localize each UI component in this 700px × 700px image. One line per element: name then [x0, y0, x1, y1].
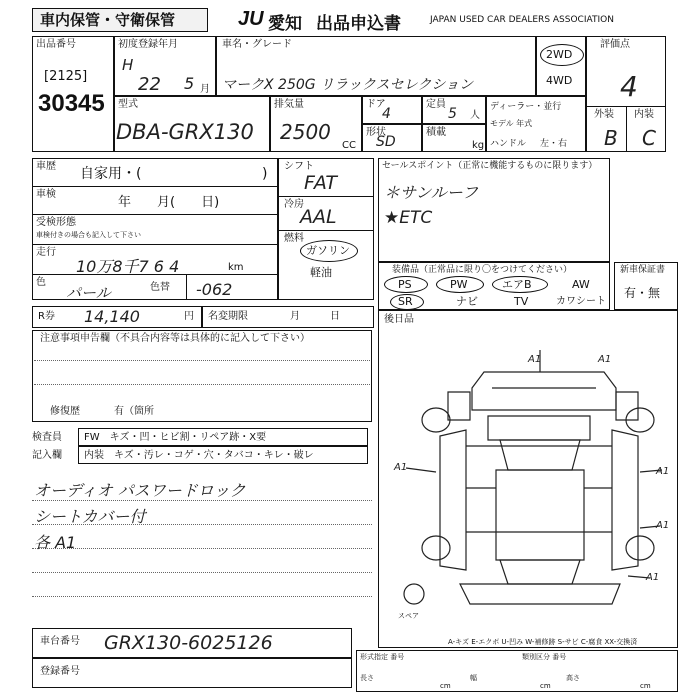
- fuel-gasoline: ガソリン: [306, 244, 350, 257]
- cc-unit: CC: [342, 140, 356, 151]
- lot-sub: [2125]: [44, 69, 88, 84]
- equip-ac: エアB: [502, 278, 532, 291]
- reg-no-label: 登録番号: [40, 666, 80, 677]
- selling-point-2: ★ETC: [384, 208, 433, 228]
- remark-1: オーディオ パスワードロック: [34, 481, 246, 500]
- equipment-label: 装備品（正常品に限り〇をつけてください）: [392, 265, 573, 275]
- mileage-unit: km: [228, 262, 244, 273]
- car-name-label: 車名・グレード: [222, 39, 292, 50]
- width-unit: cm: [540, 682, 551, 690]
- load-unit: kg: [472, 140, 485, 151]
- height-label: 高さ: [566, 674, 580, 682]
- inspection-value: 年 月( 日): [118, 195, 220, 210]
- repair-label: 修復歴: [50, 406, 80, 417]
- exterior-label: 外装: [594, 109, 614, 120]
- damage-a1-4: A1: [656, 466, 670, 477]
- type-number-label: 形式指定 番号: [360, 653, 405, 661]
- equip-navi: ナビ: [456, 295, 478, 308]
- history-divider-2: [32, 214, 278, 215]
- notes-label: 注意事項申告欄（不具合内容等は具体的に記入して下さい）: [40, 333, 310, 344]
- damage-a1-2: A1: [598, 354, 612, 365]
- reg-year-label: 初度登録年月: [118, 39, 178, 50]
- history-divider-3: [32, 244, 278, 245]
- notes-rule-2: [34, 384, 370, 385]
- score-vdivider: [626, 106, 627, 152]
- drive-4wd: 4WD: [546, 74, 573, 87]
- damage-a1-5: A1: [656, 520, 670, 531]
- shift-value: FAT: [304, 172, 338, 194]
- history-block: [32, 158, 278, 300]
- color-code-value: -062: [196, 280, 233, 299]
- fuel-label: 燃料: [284, 233, 304, 244]
- recycle-label: R券: [38, 311, 55, 322]
- interior-score: C: [642, 126, 656, 150]
- equip-tv: TV: [514, 295, 529, 308]
- reg-year: 22: [138, 74, 161, 95]
- ac-value: AAL: [300, 206, 337, 228]
- mileage-value: 10万8千7 6 4: [76, 257, 180, 276]
- history-close: ): [262, 166, 268, 182]
- ac-label: 冷房: [284, 199, 304, 210]
- model-value: DBA-GRX130: [116, 120, 254, 144]
- spare-label: スペア: [398, 612, 419, 620]
- name-change-label: 名変期限: [208, 311, 248, 322]
- header-left-title: 車内保管・守衛保管: [40, 11, 176, 29]
- cc-value: 2500: [280, 120, 331, 144]
- remark-rule-4: [32, 572, 372, 573]
- color-value: パール: [66, 284, 111, 302]
- chassis-label: 車台番号: [40, 636, 80, 647]
- selling-points-label: セールスポイント（正常に機能するものに限ります）: [382, 161, 598, 171]
- dealer-label: ディーラー・並行: [490, 102, 562, 112]
- brand-name: 愛知: [268, 14, 302, 33]
- model-label: 型式: [118, 99, 138, 110]
- car-name-value: マークX 250G リラックスセレクション: [222, 77, 474, 93]
- notes-rule-1: [34, 360, 370, 361]
- door-value: 4: [382, 106, 391, 122]
- equip-aw: AW: [572, 278, 590, 291]
- era: H: [122, 56, 134, 74]
- interior-label: 内装: [634, 109, 654, 120]
- history-label: 車歴: [36, 161, 56, 172]
- repair-value: 有（箇所: [114, 406, 154, 417]
- remark-3: 各 A1: [34, 533, 77, 552]
- history-value: 自家用・(: [80, 166, 142, 182]
- equip-seat: カワシート: [556, 296, 606, 307]
- fw-row: FW キズ・凹・ヒビ割・リペア跡・X要: [84, 432, 267, 443]
- receive-label: 受検形態: [36, 217, 76, 228]
- equip-pw: PW: [450, 278, 468, 291]
- equip-sr: SR: [398, 295, 413, 308]
- category-label: 類別区分 番号: [522, 653, 567, 661]
- capacity-unit: 人: [470, 110, 480, 121]
- color-label: 色: [36, 277, 46, 288]
- remark-2: シートカバー付: [34, 507, 146, 526]
- color-code-label: 色替: [150, 282, 170, 293]
- door-label: ドア: [366, 99, 386, 110]
- damage-a1-1: A1: [528, 354, 542, 365]
- damage-legend: A-キズ E-エクボ U-凹み W-補修跡 S-サビ C-腐食 XX-交換済: [448, 638, 638, 646]
- name-change-value: 月 日: [290, 311, 340, 322]
- drive-2wd: 2WD: [546, 48, 573, 61]
- length-unit: cm: [440, 682, 451, 690]
- lot-number: 30345: [38, 90, 105, 117]
- guarantee-label: 新車保証書: [620, 265, 666, 275]
- reg-no-box: [32, 658, 352, 688]
- ac-divider: [278, 230, 374, 231]
- spec-box: [356, 650, 678, 692]
- rear-seat-label: 後日品: [384, 314, 414, 325]
- score-value: 4: [620, 70, 638, 103]
- history-divider-1: [32, 186, 278, 187]
- load-label: 積載: [426, 127, 446, 138]
- exterior-score: B: [604, 126, 618, 150]
- ju-logo: JU: [238, 8, 264, 30]
- history-divider-4: [32, 274, 278, 275]
- handle-opts: 左・右: [540, 139, 568, 149]
- remark-rule-5: [32, 596, 372, 597]
- recycle-unit: 円: [184, 311, 194, 322]
- recycle-value: 14,140: [84, 307, 140, 326]
- model-year-label: モデル 年式: [490, 119, 533, 128]
- shape-label: 形状: [366, 127, 386, 138]
- guarantee-opts: 有・無: [624, 286, 661, 300]
- damage-a1-6: A1: [646, 572, 660, 583]
- cc-label: 排気量: [274, 99, 304, 110]
- form-subtitle: JAPAN USED CAR DEALERS ASSOCIATION: [430, 15, 614, 25]
- selling-point-1: ＊サンルーフ: [384, 183, 479, 202]
- color-split: [186, 274, 187, 300]
- shift-divider: [278, 196, 374, 197]
- mileage-label: 走行: [36, 247, 56, 258]
- remark-rule-3: [32, 548, 372, 549]
- length-label: 長さ: [360, 674, 374, 682]
- shift-label: シフト: [284, 161, 314, 172]
- receive-note: 車検付きの場合も記入して下さい: [36, 231, 141, 239]
- chassis-value: GRX130-6025126: [104, 632, 273, 654]
- handle-label: ハンドル: [490, 139, 527, 149]
- equip-ps: PS: [398, 278, 412, 291]
- month-suffix: 月: [200, 84, 210, 95]
- fuel-diesel: 軽油: [310, 266, 332, 279]
- score-label: 評価点: [600, 39, 630, 50]
- lot-label: 出品番号: [36, 39, 76, 50]
- interior-row: 内装 キズ・汚レ・コゲ・穴・タバコ・キレ・破レ: [84, 450, 314, 461]
- writer-label: 記入欄: [32, 450, 62, 461]
- height-unit: cm: [640, 682, 651, 690]
- shape-value: SD: [376, 134, 396, 150]
- form-title: 出品申込書: [316, 14, 401, 33]
- inspector-label: 検査員: [32, 432, 62, 443]
- damage-a1-3: A1: [394, 462, 408, 473]
- reg-month: 5: [184, 74, 195, 93]
- width-label: 幅: [470, 674, 477, 682]
- capacity-value: 5: [448, 106, 457, 122]
- inspection-label: 車検: [36, 189, 56, 200]
- capacity-label: 定員: [426, 99, 446, 110]
